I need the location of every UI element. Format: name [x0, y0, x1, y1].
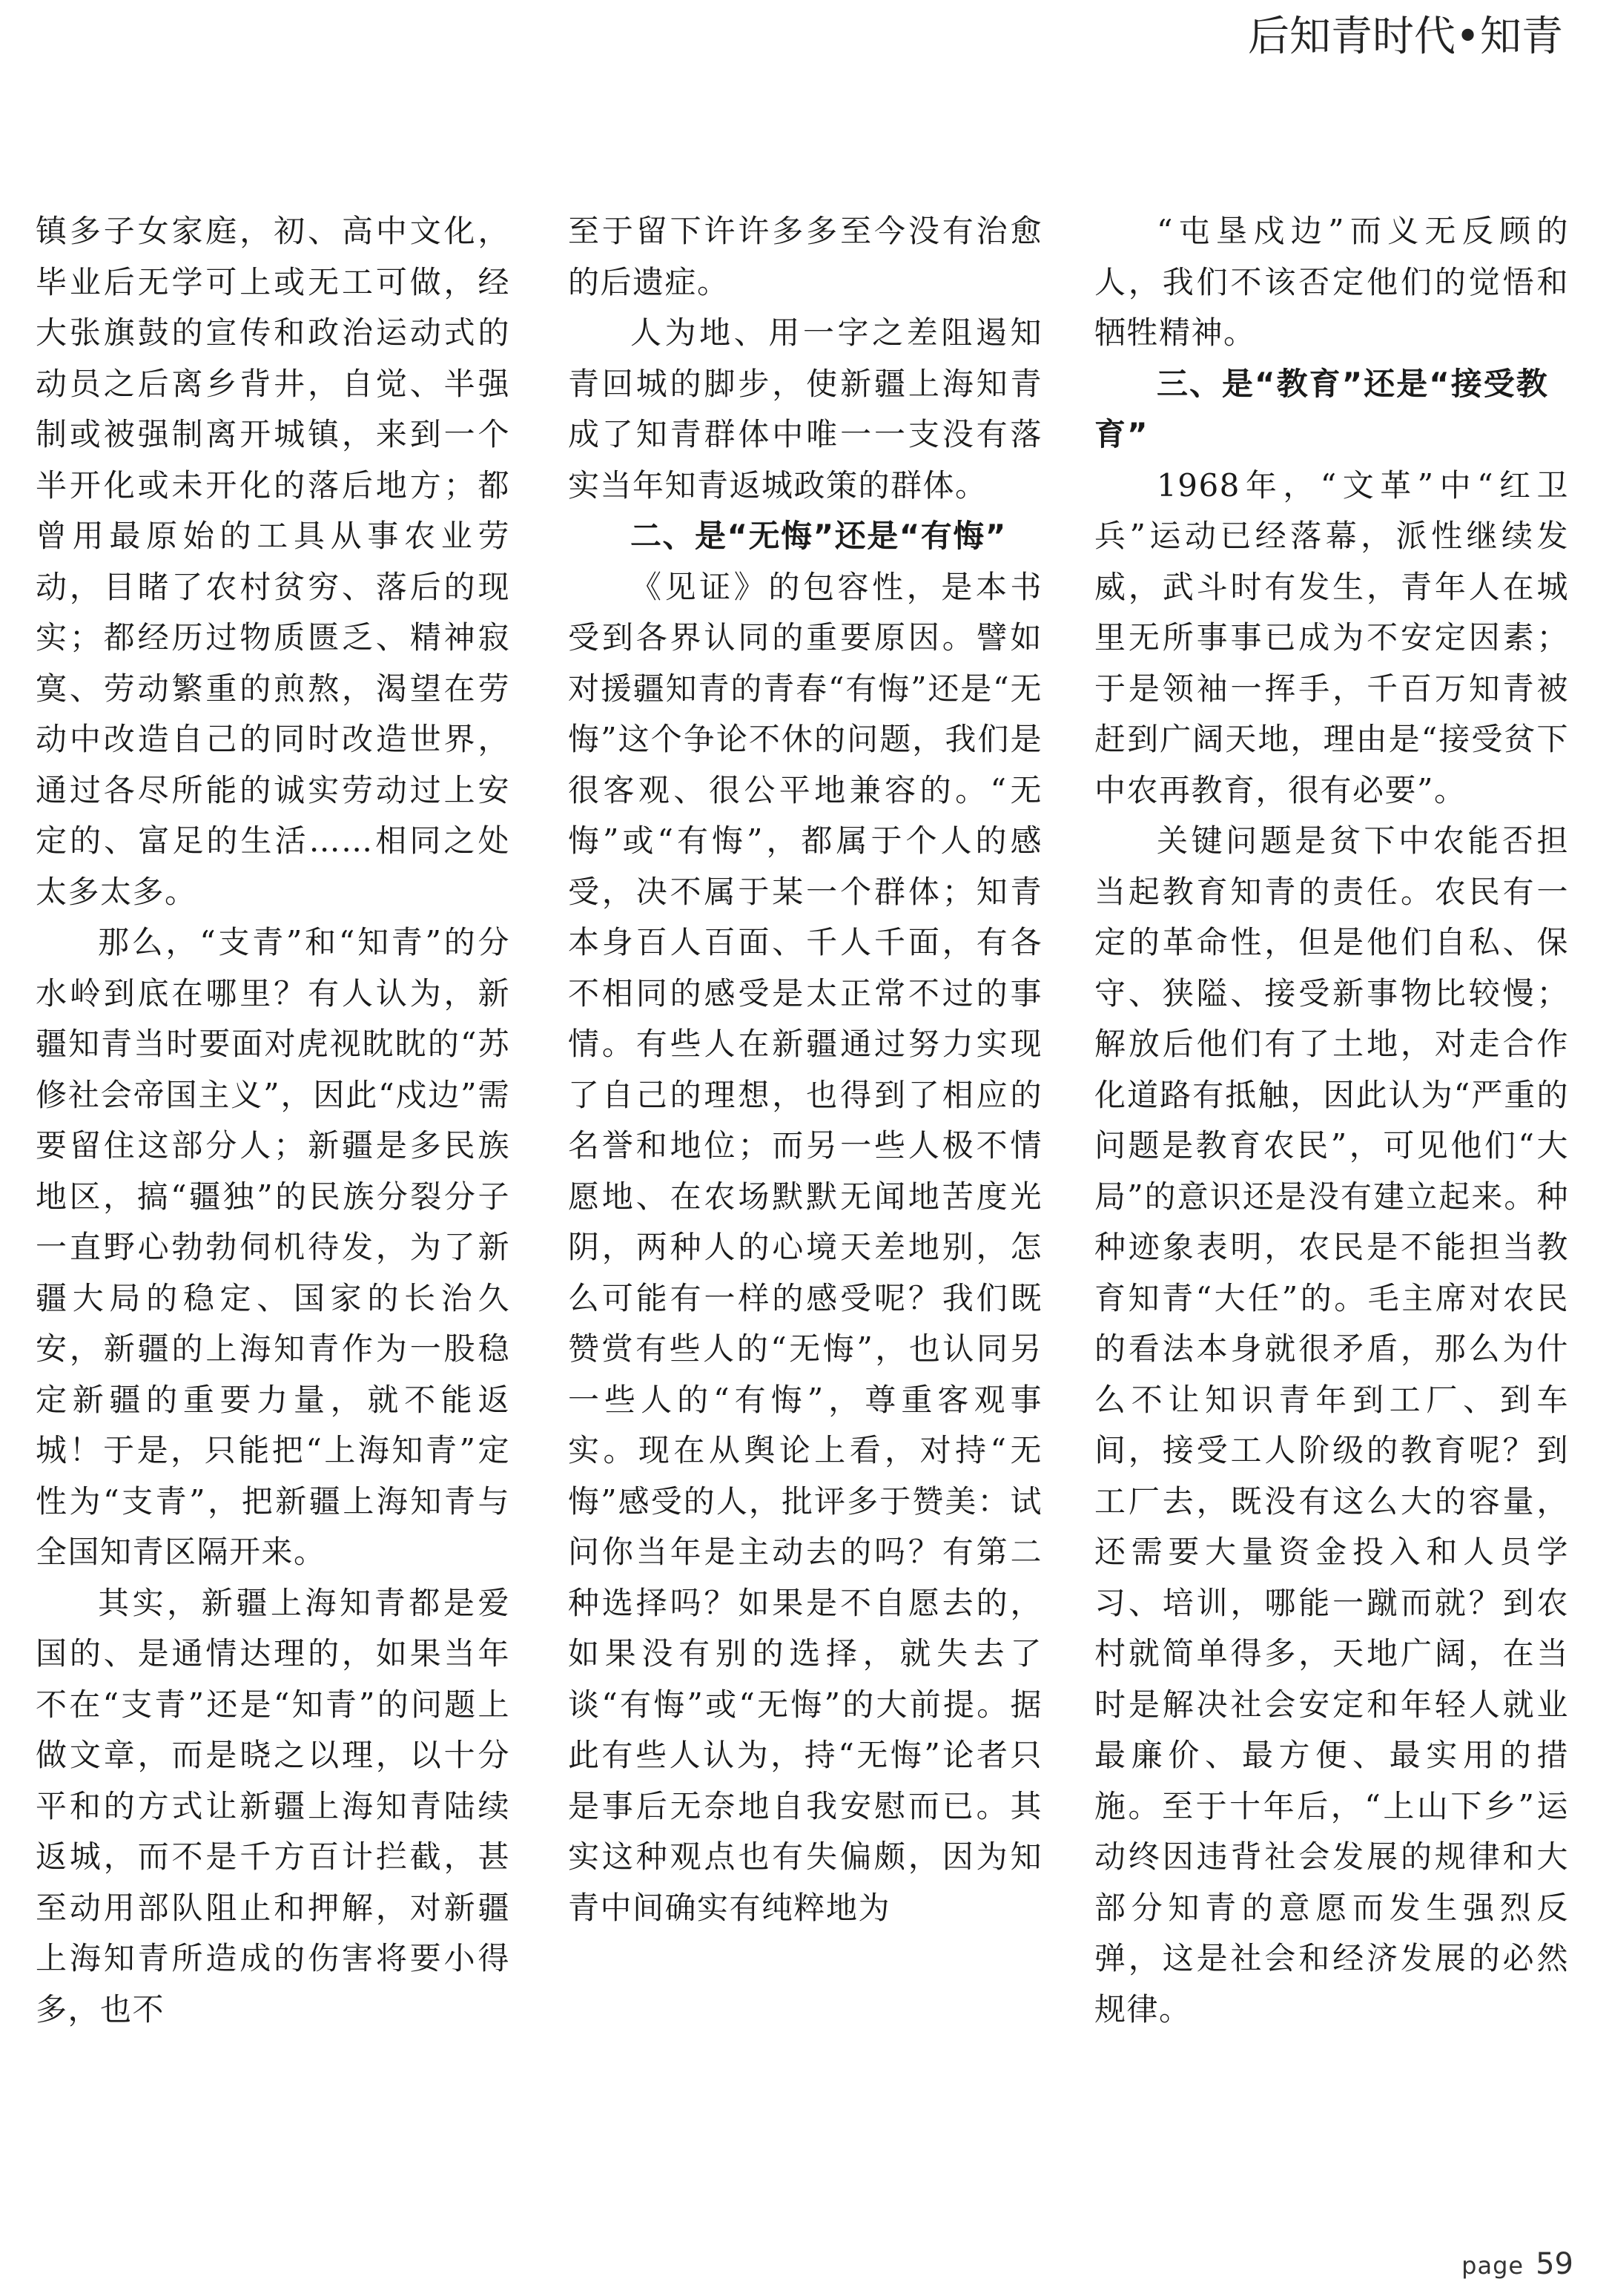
paragraph: 镇多子女家庭，初、高中文化，毕业后无学可上或无工可做，经大张旗鼓的宣传和政治运动式的动员之后离乡背井，自觉、半强制或被强制离开城镇，来到一个半开化或未开化的落后地方；都曾用最原始的工具从事农业劳动，目睹了农村贫穷、落后的现实；都经历过物质匮乏、精神寂寞、劳动繁重的煎熬，渴望在劳动中改造自己的同时改造世界，通过各尽所能的诚实劳动过上安定的、富足的生活……相同之处太多太多。 [36, 213, 510, 910]
section-header: 后知青时代•知青 [1247, 13, 1563, 61]
paragraph: 关键问题是贫下中农能否担当起教育知青的责任。农民有一定的革命性，但是他们自私、保守、狭隘、接受新事物比较慢；解放后他们有了土地，对走合作化道路有抵触，因此认为“严重的问题是教育农民”，可见他们“大局”的意识还是没有建立起来。种种迹象表明，农民是不能担当教育知青“大任”的。毛主席对农民的看法本身就很矛盾，那么为什么不让知识青年到工厂、到车间，接受工人阶级的教育呢？到工厂去，既没有这么大的容量，还需要大量资金投入和人员学习、培训，哪能一蹴而就？到农村就简单得多，天地广阔，在当时是解决社会安定和年轻人就业最廉价、最方便、最实用的措施。至于十年后，“上山下乡”运动终因违背社会发展的规律和大部分知青的意愿而发生强烈反弹，这是社会和经济发展的必然规律。 [1094, 822, 1569, 2028]
page-number: 59 [1536, 2247, 1573, 2281]
section-heading: 二、是“无悔”还是“有悔” [630, 518, 1007, 554]
paragraph: “屯垦戍边”而义无反顾的人，我们不该否定他们的觉悟和牺牲精神。 [1094, 213, 1569, 351]
paragraph: 人为地、用一字之差阻遏知青回城的脚步，使新疆上海知青成了知青群体中唯一一支没有落实当年知青返城政策的群体。 [568, 314, 1043, 504]
paragraph: 那么，“支青”和“知青”的分水岭到底在哪里？有人认为，新疆知青当时要面对虎视眈眈的“苏修社会帝国主义”，因此“戍边”需要留住这部分人；新疆是多民族地区，搞“疆独”的民族分裂分子一直野心勃勃伺机待发，为了新疆大局的稳定、国家的长治久安，新疆的上海知青作为一股稳定新疆的重要力量，就不能返城！于是，只能把“上海知青”定性为“支青”，把新疆上海知青与全国知青区隔开来。 [36, 924, 510, 1570]
page-label: page [1461, 2252, 1524, 2280]
paragraph: 《见证》的包容性，是本书受到各界认同的重要原因。譬如对援疆知青的青春“有悔”还是“无悔”这个争论不休的问题，我们是很客观、很公平地兼容的。“无悔”或“有悔”，都属于个人的感受，决不属于某一个群体；知青本身百人百面、千人千面，有各不相同的感受是太正常不过的事情。有些人在新疆通过努力实现了自己的理想，也得到了相应的名誉和地位；而另一些人极不情愿地、在农场默默无闻地苦度光阴，两种人的心境天差地别，怎么可能有一样的感受呢？我们既赞赏有些人的“无悔”，也认同另一些人的“有悔”，尊重客观事实。现在从舆论上看，对持“无悔”感受的人，批评多于赞美：试问你当年是主动去的吗？有第二种选择吗？如果是不自愿去的，如果没有别的选择，就失去了谈“有悔”或“无悔”的大前提。据此有些人认为，持“无悔”论者只是事后无奈地自我安慰而已。其实这种观点也有失偏颇，因为知青中间确实有纯粹地为 [568, 568, 1043, 1926]
paragraph: 其实，新疆上海知青都是爱国的、是通情达理的，如果当年不在“支青”还是“知青”的问题上做文章，而是晓之以理，以十分平和的方式让新疆上海知青陆续返城，而不是千方百计拦截，甚至动用部队阻止和押解，对新疆上海知青所造成的伤害将要小得多，也不 [36, 1584, 510, 2028]
text-column-3 [1094, 206, 1569, 2035]
text-column-1 [36, 206, 510, 2035]
paragraph: 至于留下许许多多至今没有治愈的后遗症。 [568, 213, 1043, 300]
paragraph: 1968年，“文革”中“红卫兵”运动已经落幕，派性继续发威，武斗时有发生，青年人在城里无所事事已成为不安定因素；于是领袖一挥手，千百万知青被赶到广阔天地，理由是“接受贫下中农再教育，很有必要”。 [1094, 466, 1569, 808]
text-column-2 [568, 206, 1043, 1933]
section-heading: 三、是“教育”还是“接受教育” [1094, 365, 1549, 452]
page-footer [1461, 2247, 1573, 2281]
